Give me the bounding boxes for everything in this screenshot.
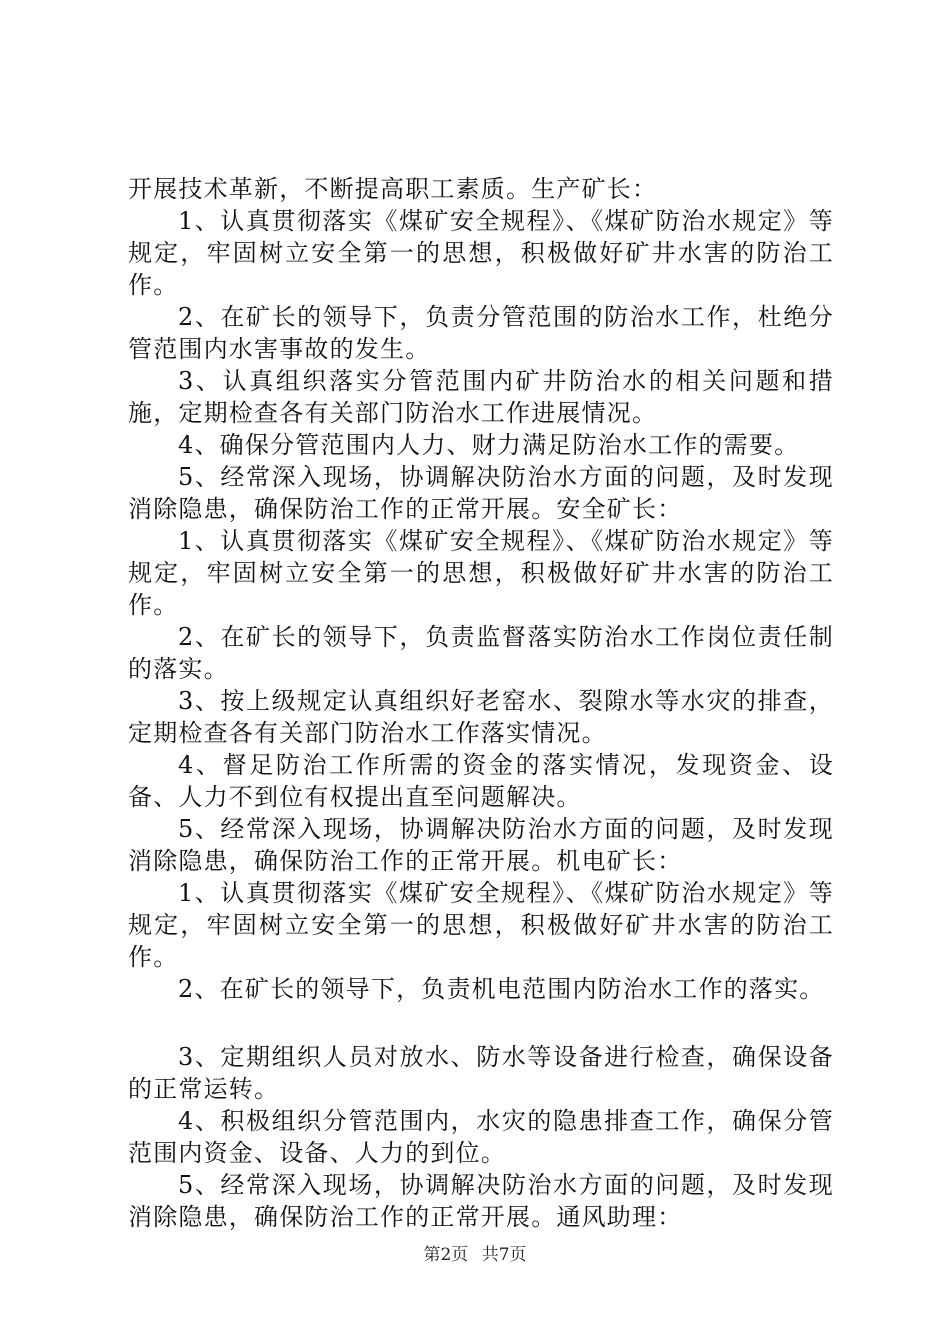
page-number-current: 第2页 bbox=[423, 1245, 469, 1265]
document-body bbox=[128, 173, 834, 1233]
paragraph-text: 4、确保分管范围内人力、财力满足防治水工作的需要。 bbox=[178, 431, 800, 459]
paragraph-text: 3、定期组织人员对放水、防水等设备进行检查，确保设备的正常运转。 bbox=[128, 1043, 834, 1103]
paragraph-text: 2、在矿长的领导下，负责分管范围的防治水工作，杜绝分管范围内水害事故的发生。 bbox=[128, 303, 834, 363]
paragraph-text: 3、认真组织落实分管范围内矿井防治水的相关问题和措施，定期检查各有关部门防治水工作进展情况。 bbox=[128, 367, 834, 427]
paragraph-text: 3、按上级规定认真组织好老窑水、裂隙水等水灾的排查，定期检查各有关部门防治水工作落实情况。 bbox=[128, 687, 834, 747]
page-footer bbox=[0, 1244, 950, 1266]
paragraph-text: 2、在矿长的领导下，负责机电范围内防治水工作的落实。 bbox=[178, 975, 825, 1003]
paragraph-text: 5、经常深入现场，协调解决防治水方面的问题，及时发现消除隐患，确保防治工作的正常开展。通风助理： bbox=[128, 1171, 834, 1231]
paragraph-text: 4、积极组织分管范围内，水灾的隐患排查工作，确保分管范围内资金、设备、人力的到位。 bbox=[128, 1107, 834, 1167]
page-number-total: 共7页 bbox=[481, 1245, 527, 1265]
paragraph-text: 1、认真贯彻落实《煤矿安全规程》、《煤矿防治水规定》等规定，牢固树立安全第一的思想，积极做好矿井水害的防治工作。 bbox=[128, 207, 834, 299]
paragraph-text: 5、经常深入现场，协调解决防治水方面的问题，及时发现消除隐患，确保防治工作的正常开展。安全矿长： bbox=[128, 463, 834, 523]
paragraph-text: 2、在矿长的领导下，负责监督落实防治水工作岗位责任制的落实。 bbox=[128, 623, 834, 683]
paragraph-text: 1、认真贯彻落实《煤矿安全规程》、《煤矿防治水规定》等规定，牢固树立安全第一的思想，积极做好矿井水害的防治工作。 bbox=[128, 879, 834, 971]
paragraph-text: 1、认真贯彻落实《煤矿安全规程》、《煤矿防治水规定》等规定，牢固树立安全第一的思想，积极做好矿井水害的防治工作。 bbox=[128, 527, 834, 619]
paragraph-text: 4、督足防治工作所需的资金的落实情况，发现资金、设备、人力不到位有权提出直至问题解决。 bbox=[128, 751, 834, 811]
paragraph-text: 开展技术革新，不断提高职工素质。生产矿长： bbox=[128, 175, 658, 203]
paragraph-text: 5、经常深入现场，协调解决防治水方面的问题，及时发现消除隐患，确保防治工作的正常开展。机电矿长： bbox=[128, 815, 834, 875]
